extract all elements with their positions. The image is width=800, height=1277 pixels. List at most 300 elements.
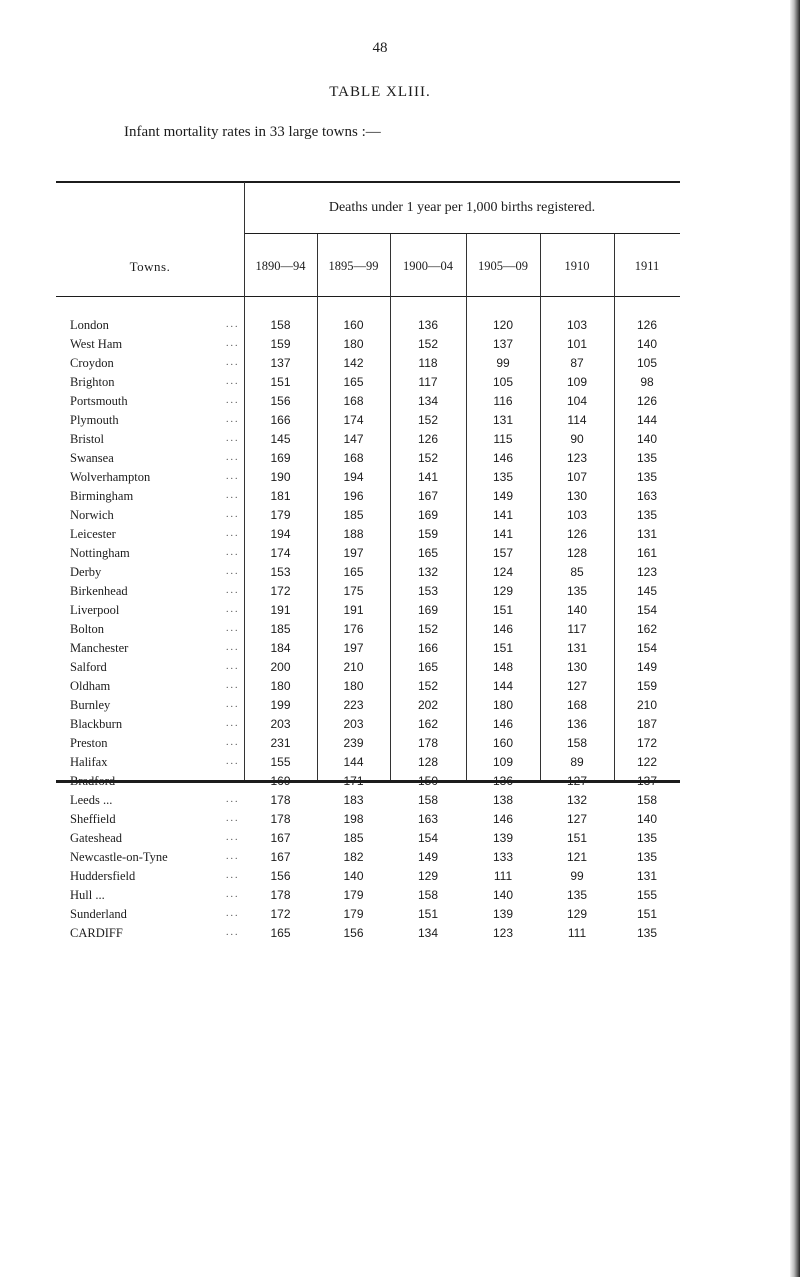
rate-cell: 147 <box>343 432 364 446</box>
rate-cell: 151 <box>417 907 439 921</box>
rate-cell: 163 <box>417 812 439 826</box>
rate-cell: 144 <box>343 755 364 769</box>
leader-dots: ... <box>226 357 240 368</box>
town-name: Hull ... <box>70 888 105 902</box>
rate-cell: 210 <box>343 660 364 674</box>
rate-cell: 178 <box>270 888 291 902</box>
table-row <box>0 924 800 943</box>
rate-cell: 185 <box>343 831 364 845</box>
town-name: Halifax <box>70 755 108 769</box>
rate-cell: 203 <box>270 717 291 731</box>
rate-cell: 156 <box>343 926 364 940</box>
table-row <box>0 335 800 354</box>
rate-cell: 130 <box>566 660 588 674</box>
rate-cell: 135 <box>566 584 588 598</box>
rate-cell: 141 <box>492 508 514 522</box>
rate-cell: 140 <box>636 432 658 446</box>
rate-cell: 185 <box>270 622 291 636</box>
rate-cell: 128 <box>417 755 439 769</box>
rate-cell: 139 <box>492 831 514 845</box>
rate-cell: 159 <box>636 679 658 693</box>
rate-cell: 167 <box>270 850 291 864</box>
rate-cell: 136 <box>417 318 439 332</box>
rate-cell: 160 <box>343 318 364 332</box>
town-name: Croydon <box>70 356 114 370</box>
rate-cell: 169 <box>270 451 291 465</box>
leader-dots: ... <box>226 509 240 520</box>
rate-cell: 151 <box>492 641 514 655</box>
table-row <box>0 677 800 696</box>
leader-dots: ... <box>226 661 240 672</box>
town-name: Manchester <box>70 641 129 655</box>
rate-cell: 155 <box>636 888 658 902</box>
rate-cell: 190 <box>270 470 291 484</box>
leader-dots: ... <box>226 528 240 539</box>
table-row <box>0 848 800 867</box>
town-name: Nottingham <box>70 546 130 560</box>
table-row <box>0 867 800 886</box>
town-name: London <box>70 318 109 332</box>
rate-cell: 134 <box>417 926 439 940</box>
rate-cell: 185 <box>343 508 364 522</box>
rate-cell: 128 <box>566 546 588 560</box>
rate-cell: 115 <box>493 432 513 446</box>
rate-cell: 133 <box>492 850 514 864</box>
rate-cell: 122 <box>636 755 658 769</box>
leader-dots: ... <box>226 870 240 881</box>
rate-cell: 239 <box>343 736 364 750</box>
rate-cell: 165 <box>417 660 439 674</box>
rate-cell: 200 <box>270 660 291 674</box>
rate-cell: 129 <box>566 907 588 921</box>
table-row <box>0 791 800 810</box>
year-header-1895-99: 1895—99 <box>328 259 379 273</box>
rate-cell: 129 <box>492 584 514 598</box>
rate-cell: 137 <box>270 356 291 370</box>
town-name: Gateshead <box>70 831 123 845</box>
rate-cell: 158 <box>636 793 658 807</box>
rate-cell: 179 <box>343 888 364 902</box>
town-name: Birkenhead <box>70 584 128 598</box>
rate-cell: 135 <box>636 470 658 484</box>
table-row <box>0 392 800 411</box>
rate-cell: 183 <box>343 793 364 807</box>
table-row <box>0 373 800 392</box>
rate-cell: 103 <box>566 318 588 332</box>
rate-cell: 105 <box>492 375 514 389</box>
rate-cell: 168 <box>343 394 364 408</box>
rate-cell: 203 <box>343 717 364 731</box>
bottom-rule <box>56 780 680 783</box>
rate-cell: 135 <box>636 831 658 845</box>
rate-cell: 152 <box>417 413 439 427</box>
rate-cell: 146 <box>492 717 514 731</box>
rate-cell: 99 <box>496 356 510 370</box>
rate-cell: 131 <box>636 527 658 541</box>
leader-dots: ... <box>226 718 240 729</box>
leader-dots: ... <box>226 889 240 900</box>
rate-cell: 140 <box>343 869 364 883</box>
header-rule <box>56 296 680 297</box>
leader-dots: ... <box>226 623 240 634</box>
rate-cell: 174 <box>270 546 291 560</box>
year-header-1905-09: 1905—09 <box>478 259 528 273</box>
rate-cell: 159 <box>270 337 291 351</box>
rate-cell: 154 <box>636 641 658 655</box>
rate-cell: 127 <box>566 679 588 693</box>
town-name: Wolverhampton <box>70 470 151 484</box>
rate-cell: 161 <box>636 546 658 560</box>
rate-cell: 126 <box>636 394 658 408</box>
rate-cell: 176 <box>343 622 364 636</box>
rate-cell: 120 <box>492 318 514 332</box>
table-row <box>0 905 800 924</box>
rate-cell: 117 <box>567 622 587 636</box>
rate-cell: 137 <box>492 337 514 351</box>
rate-cell: 140 <box>566 603 588 617</box>
leader-dots: ... <box>226 376 240 387</box>
rate-cell: 158 <box>566 736 588 750</box>
rate-cell: 135 <box>636 451 658 465</box>
rate-cell: 135 <box>636 850 658 864</box>
rate-cell: 111 <box>567 926 587 940</box>
rate-cell: 152 <box>417 622 439 636</box>
table-row <box>0 563 800 582</box>
leader-dots: ... <box>226 699 240 710</box>
rate-cell: 202 <box>417 698 439 712</box>
rate-cell: 172 <box>270 907 291 921</box>
rate-cell: 169 <box>417 603 439 617</box>
year-header-1911: 1911 <box>634 259 660 273</box>
leader-dots: ... <box>226 604 240 615</box>
rate-cell: 194 <box>270 527 291 541</box>
town-name: Sunderland <box>70 907 127 921</box>
rate-cell: 179 <box>270 508 291 522</box>
town-name: Leicester <box>70 527 116 541</box>
table-row <box>0 601 800 620</box>
rate-cell: 165 <box>270 926 291 940</box>
rate-cell: 160 <box>492 736 514 750</box>
rate-cell: 135 <box>636 926 658 940</box>
rate-cell: 121 <box>566 850 588 864</box>
leader-dots: ... <box>226 756 240 767</box>
rate-cell: 114 <box>567 413 587 427</box>
town-name: Plymouth <box>70 413 119 427</box>
rate-cell: 151 <box>636 907 658 921</box>
rate-cell: 142 <box>343 356 364 370</box>
leader-dots: ... <box>226 566 240 577</box>
rate-cell: 158 <box>270 318 291 332</box>
rate-cell: 184 <box>270 641 291 655</box>
rate-cell: 180 <box>343 679 364 693</box>
rate-cell: 194 <box>343 470 364 484</box>
rate-cell: 172 <box>270 584 291 598</box>
town-name: Bristol <box>70 432 105 446</box>
column-group-header: Deaths under 1 year per 1,000 births registered. <box>328 200 596 215</box>
town-name: Newcastle-on-Tyne <box>70 850 168 864</box>
leader-dots: ... <box>226 642 240 653</box>
rate-cell: 152 <box>417 451 439 465</box>
rate-cell: 188 <box>343 527 364 541</box>
year-header-1890-94: 1890—94 <box>255 259 306 273</box>
rate-cell: 99 <box>570 869 584 883</box>
leader-dots: ... <box>226 585 240 596</box>
rate-cell: 111 <box>493 869 513 883</box>
year-header-1910: 1910 <box>564 259 590 273</box>
rate-cell: 145 <box>270 432 291 446</box>
table-row <box>0 715 800 734</box>
rate-cell: 90 <box>570 432 584 446</box>
rate-cell: 156 <box>270 869 291 883</box>
rate-cell: 167 <box>270 831 291 845</box>
rate-cell: 140 <box>636 812 658 826</box>
rate-cell: 126 <box>417 432 439 446</box>
rate-cell: 144 <box>636 413 658 427</box>
table-row <box>0 696 800 715</box>
rate-cell: 132 <box>566 793 588 807</box>
leader-dots: ... <box>226 680 240 691</box>
towns-column-header: Towns. <box>129 259 171 274</box>
rate-cell: 101 <box>566 337 588 351</box>
town-name: Norwich <box>70 508 114 522</box>
rate-cell: 178 <box>270 793 291 807</box>
rate-cell: 172 <box>636 736 658 750</box>
rate-cell: 116 <box>493 394 513 408</box>
rate-cell: 152 <box>417 337 439 351</box>
rate-cell: 149 <box>492 489 514 503</box>
rate-cell: 107 <box>566 470 588 484</box>
rate-cell: 180 <box>270 679 291 693</box>
rate-cell: 178 <box>417 736 439 750</box>
town-name: Blackburn <box>70 717 123 731</box>
table-row <box>0 544 800 563</box>
town-name: Burnley <box>70 698 111 712</box>
leader-dots: ... <box>226 471 240 482</box>
town-name: Preston <box>70 736 108 750</box>
rate-cell: 196 <box>343 489 364 503</box>
town-name: Liverpool <box>70 603 120 617</box>
rate-cell: 175 <box>343 584 364 598</box>
rate-cell: 158 <box>417 888 439 902</box>
rate-cell: 180 <box>492 698 514 712</box>
rate-cell: 168 <box>566 698 588 712</box>
leader-dots: ... <box>226 927 240 938</box>
rate-cell: 187 <box>636 717 658 731</box>
rate-cell: 169 <box>417 508 439 522</box>
table-row <box>0 734 800 753</box>
rate-cell: 197 <box>343 546 364 560</box>
leader-dots: ... <box>226 547 240 558</box>
table-row <box>0 506 800 525</box>
table-row <box>0 316 800 335</box>
rate-cell: 151 <box>270 375 291 389</box>
town-name: CARDIFF <box>70 926 123 940</box>
table-row <box>0 430 800 449</box>
table-row <box>0 639 800 658</box>
rate-cell: 131 <box>636 869 658 883</box>
rate-cell: 136 <box>566 717 588 731</box>
rate-cell: 166 <box>417 641 439 655</box>
rate-cell: 123 <box>492 926 514 940</box>
town-name: Derby <box>70 565 102 579</box>
table-row <box>0 810 800 829</box>
rate-cell: 166 <box>270 413 291 427</box>
leader-dots: ... <box>226 414 240 425</box>
rate-cell: 149 <box>417 850 439 864</box>
rate-cell: 126 <box>566 527 588 541</box>
rate-cell: 162 <box>417 717 439 731</box>
rate-cell: 146 <box>492 812 514 826</box>
town-name: Swansea <box>70 451 114 465</box>
table-row <box>0 658 800 677</box>
rate-cell: 141 <box>417 470 439 484</box>
rate-cell: 140 <box>492 888 514 902</box>
table-row <box>0 620 800 639</box>
rate-cell: 154 <box>417 831 439 845</box>
rate-cell: 135 <box>492 470 514 484</box>
rate-cell: 153 <box>270 565 291 579</box>
rate-cell: 167 <box>417 489 439 503</box>
rate-cell: 165 <box>417 546 439 560</box>
top-rule <box>56 181 680 183</box>
rate-cell: 163 <box>636 489 658 503</box>
table-row <box>0 468 800 487</box>
rate-cell: 158 <box>417 793 439 807</box>
rate-cell: 126 <box>636 318 658 332</box>
table-row <box>0 411 800 430</box>
table-row <box>0 829 800 848</box>
table-row <box>0 449 800 468</box>
leader-dots: ... <box>226 338 240 349</box>
rate-cell: 140 <box>636 337 658 351</box>
rate-cell: 131 <box>492 413 514 427</box>
rate-cell: 124 <box>492 565 514 579</box>
table-row <box>0 753 800 772</box>
rate-cell: 103 <box>566 508 588 522</box>
rate-cell: 139 <box>492 907 514 921</box>
rate-cell: 151 <box>492 603 514 617</box>
rate-cell: 135 <box>566 888 588 902</box>
rate-cell: 130 <box>566 489 588 503</box>
rate-cell: 131 <box>566 641 588 655</box>
year-header-1900-04: 1900—04 <box>403 259 453 273</box>
rate-cell: 181 <box>270 489 291 503</box>
rate-cell: 118 <box>418 356 438 370</box>
rate-cell: 197 <box>343 641 364 655</box>
rate-cell: 98 <box>640 375 654 389</box>
leader-dots: ... <box>226 851 240 862</box>
rate-cell: 156 <box>270 394 291 408</box>
town-name: West Ham <box>70 337 123 351</box>
rate-cell: 117 <box>418 375 438 389</box>
town-name: Sheffield <box>70 812 116 826</box>
table-caption: Infant mortality rates in 33 large towns :— <box>124 124 381 140</box>
rate-cell: 109 <box>566 375 588 389</box>
town-name: Leeds ... <box>70 793 113 807</box>
rate-cell: 104 <box>566 394 588 408</box>
rate-cell: 123 <box>566 451 588 465</box>
rate-cell: 199 <box>270 698 291 712</box>
rate-cell: 231 <box>270 736 291 750</box>
rate-cell: 85 <box>570 565 584 579</box>
table-row <box>0 487 800 506</box>
leader-dots: ... <box>226 319 240 330</box>
rate-cell: 151 <box>566 831 588 845</box>
leader-dots: ... <box>226 490 240 501</box>
rate-cell: 154 <box>636 603 658 617</box>
rate-cell: 191 <box>343 603 364 617</box>
rate-cell: 182 <box>343 850 364 864</box>
rate-cell: 159 <box>417 527 439 541</box>
leader-dots: ... <box>226 452 240 463</box>
rate-cell: 162 <box>636 622 658 636</box>
town-name: Oldham <box>70 679 111 693</box>
rate-cell: 149 <box>636 660 658 674</box>
rate-cell: 210 <box>636 698 658 712</box>
rate-cell: 148 <box>492 660 514 674</box>
town-name: Bolton <box>70 622 105 636</box>
table-row <box>0 886 800 905</box>
leader-dots: ... <box>226 813 240 824</box>
rate-cell: 132 <box>417 565 439 579</box>
town-name: Portsmouth <box>70 394 128 408</box>
rate-cell: 153 <box>417 584 439 598</box>
leader-dots: ... <box>226 433 240 444</box>
table-row <box>0 525 800 544</box>
rate-cell: 178 <box>270 812 291 826</box>
rate-cell: 179 <box>343 907 364 921</box>
table-title: TABLE XLIII. <box>329 84 431 100</box>
rate-cell: 144 <box>492 679 514 693</box>
rate-cell: 105 <box>636 356 658 370</box>
rate-cell: 152 <box>417 679 439 693</box>
rate-cell: 87 <box>570 356 584 370</box>
rate-cell: 157 <box>492 546 514 560</box>
town-name: Birmingham <box>70 489 134 503</box>
leader-dots: ... <box>226 737 240 748</box>
rate-cell: 141 <box>492 527 514 541</box>
rate-cell: 127 <box>566 812 588 826</box>
town-name: Salford <box>70 660 107 674</box>
rate-cell: 138 <box>492 793 514 807</box>
rate-cell: 165 <box>343 565 364 579</box>
rate-cell: 109 <box>492 755 514 769</box>
leader-dots: ... <box>226 908 240 919</box>
leader-dots: ... <box>226 832 240 843</box>
rate-cell: 223 <box>343 698 364 712</box>
town-name: Huddersfield <box>70 869 136 883</box>
page-number: 48 <box>372 40 388 56</box>
table-row <box>0 354 800 373</box>
rate-cell: 135 <box>636 508 658 522</box>
leader-dots: ... <box>226 794 240 805</box>
rate-cell: 123 <box>636 565 658 579</box>
rate-cell: 198 <box>343 812 364 826</box>
town-name: Brighton <box>70 375 115 389</box>
rate-cell: 191 <box>270 603 291 617</box>
table-row <box>0 582 800 601</box>
rate-cell: 174 <box>343 413 364 427</box>
rate-cell: 168 <box>343 451 364 465</box>
rate-cell: 146 <box>492 622 514 636</box>
rate-cell: 146 <box>492 451 514 465</box>
rate-cell: 134 <box>417 394 439 408</box>
leader-dots: ... <box>226 395 240 406</box>
rate-cell: 145 <box>636 584 658 598</box>
rate-cell: 129 <box>417 869 439 883</box>
rate-cell: 165 <box>343 375 364 389</box>
rate-cell: 180 <box>343 337 364 351</box>
